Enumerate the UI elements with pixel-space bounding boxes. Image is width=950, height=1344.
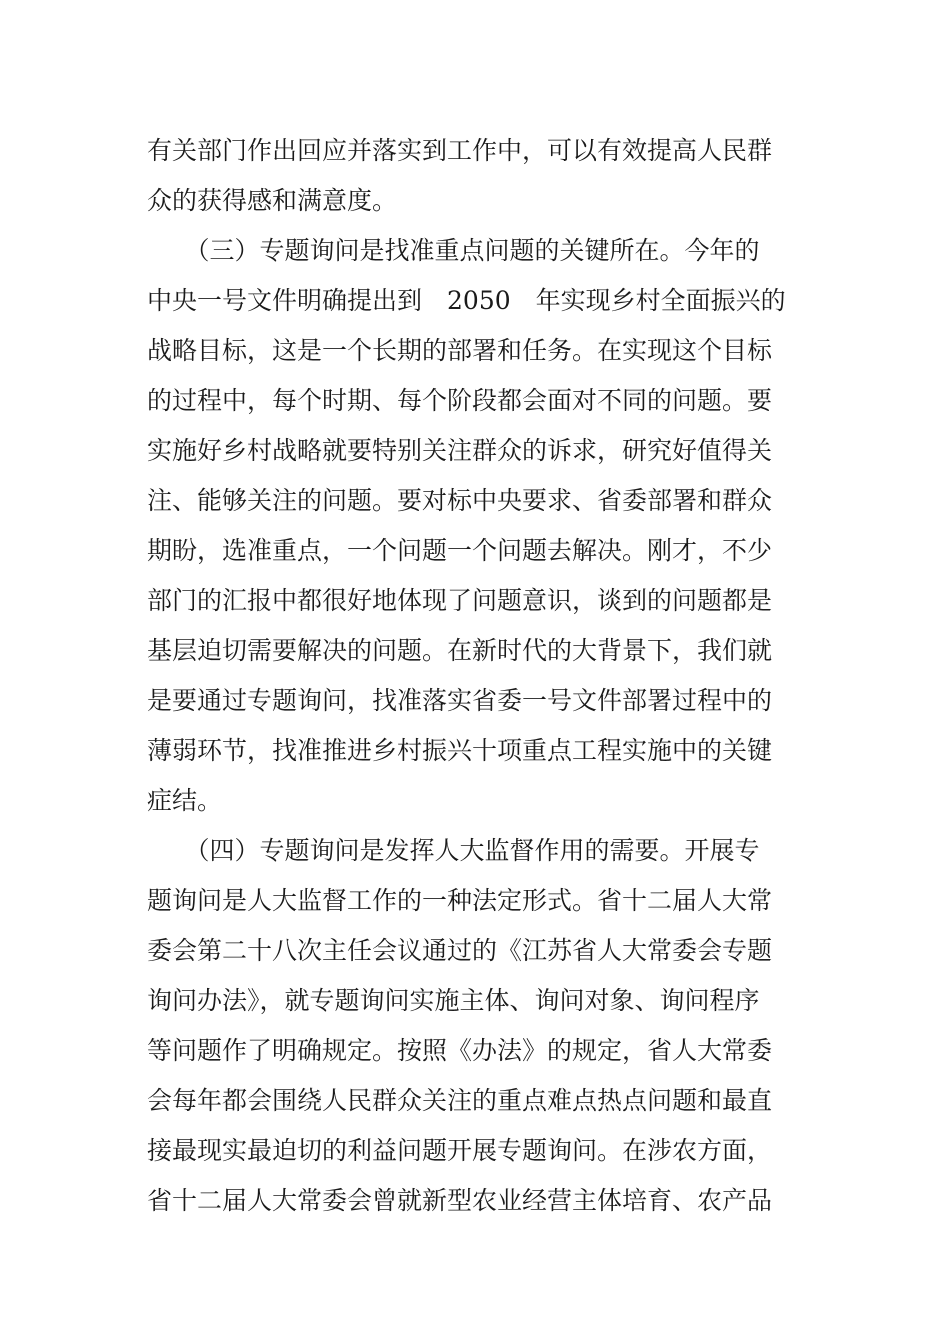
text-line: 省十二届人大常委会曾就新型农业经营主体培育、农产品: [147, 1186, 773, 1215]
text-line: 等问题作了明确规定。按照《办法》的规定，省人大常委: [147, 1036, 773, 1065]
text-line: 众的获得感和满意度。: [147, 186, 398, 215]
text-line: （三）专题询问是找准重点问题的关键所在。今年的: [147, 236, 760, 265]
text-line: 基层迫切需要解决的问题。在新时代的大背景下，我们就: [147, 636, 773, 665]
text-line: 有关部门作出回应并落实到工作中，可以有效提高人民群: [147, 136, 773, 165]
text-line: 战略目标，这是一个长期的部署和任务。在实现这个目标: [147, 336, 773, 365]
body-text: [147, 126, 787, 1226]
text-line: 期盼，选准重点，一个问题一个问题去解决。刚才，不少: [147, 536, 773, 565]
text-line: 的过程中，每个时期、每个阶段都会面对不同的问题。要: [147, 386, 773, 415]
text-line: （四）专题询问是发挥人大监督作用的需要。开展专: [147, 836, 760, 865]
text-line: 部门的汇报中都很好地体现了问题意识，谈到的问题都是: [147, 586, 773, 615]
text-line: 委会第二十八次主任会议通过的《江苏省人大常委会专题: [147, 936, 773, 965]
text-line: 注、能够关注的问题。要对标中央要求、省委部署和群众: [147, 486, 773, 515]
text-line: 实施好乡村战略就要特别关注群众的诉求，研究好值得关: [147, 436, 773, 465]
text-line: 题询问是人大监督工作的一种法定形式。省十二届人大常: [147, 886, 773, 915]
text-line: 薄弱环节，找准推进乡村振兴十项重点工程实施中的关键: [147, 736, 773, 765]
text-line: 接最现实最迫切的利益问题开展专题询问。在涉农方面，: [147, 1136, 773, 1165]
text-line: 是要通过专题询问，找准落实省委一号文件部署过程中的: [147, 686, 773, 715]
text-line: 询问办法》，就专题询问实施主体、询问对象、询问程序: [147, 986, 760, 1015]
text-line: 症结。: [147, 786, 223, 815]
text-line: 会每年都会围绕人民群众关注的重点难点热点问题和最直: [147, 1086, 773, 1115]
text-line: 中央一号文件明确提出到 2050 年实现乡村全面振兴的: [147, 286, 786, 315]
